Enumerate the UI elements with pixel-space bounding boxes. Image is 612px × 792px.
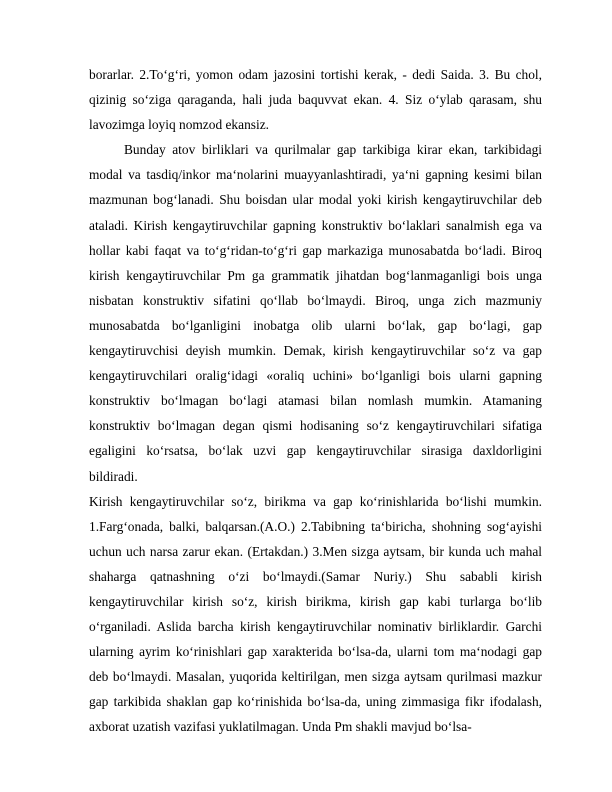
body-text: [89, 62, 542, 740]
paragraph-2: Bunday atov birliklari va qurilmalar gap tarkibiga kirar ekan, tarkibidagi modal va tasdiq/inkor ma‘nolarini muayyanlashtiradi, ya‘ni gapning kesimi bilan mazmunan bog‘lanadi. Shu boisdan ular modal yoki kirish kengaytiruvchilar deb ataladi. Kirish kengaytiruvchilar gapning konstruktiv bo‘laklari sanalmish ega va hollar kabi faqat va to‘g‘ridan-to‘g‘ri gap markaziga munosabatda bo‘ladi. Biroq kirish kengaytiruvchilar Pm ga grammatik jihatdan bog‘lanmaganligi bois unga nisbatan konstruktiv sifatini qo‘llab bo‘lmaydi. Biroq, unga zich mazmuniy munosabatda bo‘lganligini inobatga olib ularni bo‘lak, gap bo‘lagi, gap kengaytiruvchisi deyish mumkin. Demak, kirish kengaytiruvchilar so‘z va gap kengaytiruvchilari oralig‘idagi «oraliq uchini» bo‘lganligi bois ularni gapning konstruktiv bo‘lmagan bo‘lagi atamasi bilan nomlash mumkin. Atamaning konstruktiv bo‘lmagan degan qismi hodisaning so‘z kengaytiruvchilari sifatiga egaligini ko‘rsatsa, bo‘lak uzvi gap kengaytiruvchilar sirasiga daxldorligini bildiradi.: [89, 142, 542, 484]
paragraph-1: borarlar. 2.To‘g‘ri, yomon odam jazosini tortishi kerak, - dedi Saida. 3. Bu chol, qizinig so‘ziga qaraganda, hali juda baquvvat ekan. 4. Siz o‘ylab qarasam, shu lavozimga loyiq nomzod ekansiz.: [89, 67, 542, 133]
paragraph-3: Kirish kengaytiruvchilar so‘z, birikma va gap ko‘rinishlarida bo‘lishi mumkin. 1.Farg‘onada, balki, balqarsan.(A.O.) 2.Tabibning ta‘biricha, shohning sog‘ayishi uchun uch narsa zarur ekan. (Ertakdan.) 3.Men sizga aytsam, bir kunda uch mahal shaharga qatnashning o‘zi bo‘lmaydi.(Samar Nuriy.) Shu sababli kirish kengaytiruvchilar kirish so‘z, kirish birikma, kirish gap kabi turlarga bo‘lib o‘rganiladi. Aslida barcha kirish kengaytiruvchilar nominativ birliklardir. Garchi ularning ayrim ko‘rinishlari gap xarakterida bo‘lsa-da, ularni tom ma‘nodagi gap deb bo‘lmaydi. Masalan, yuqorida keltirilgan, men sizga aytsam qurilmasi mazkur gap tarkibida shaklan gap ko‘rinishida bo‘lsa-da, uning zimmasiga fikr ifodalash, axborat uzatish vazifasi yuklatilmagan. Unda Pm shakli mavjud bo‘lsa-: [89, 493, 542, 735]
